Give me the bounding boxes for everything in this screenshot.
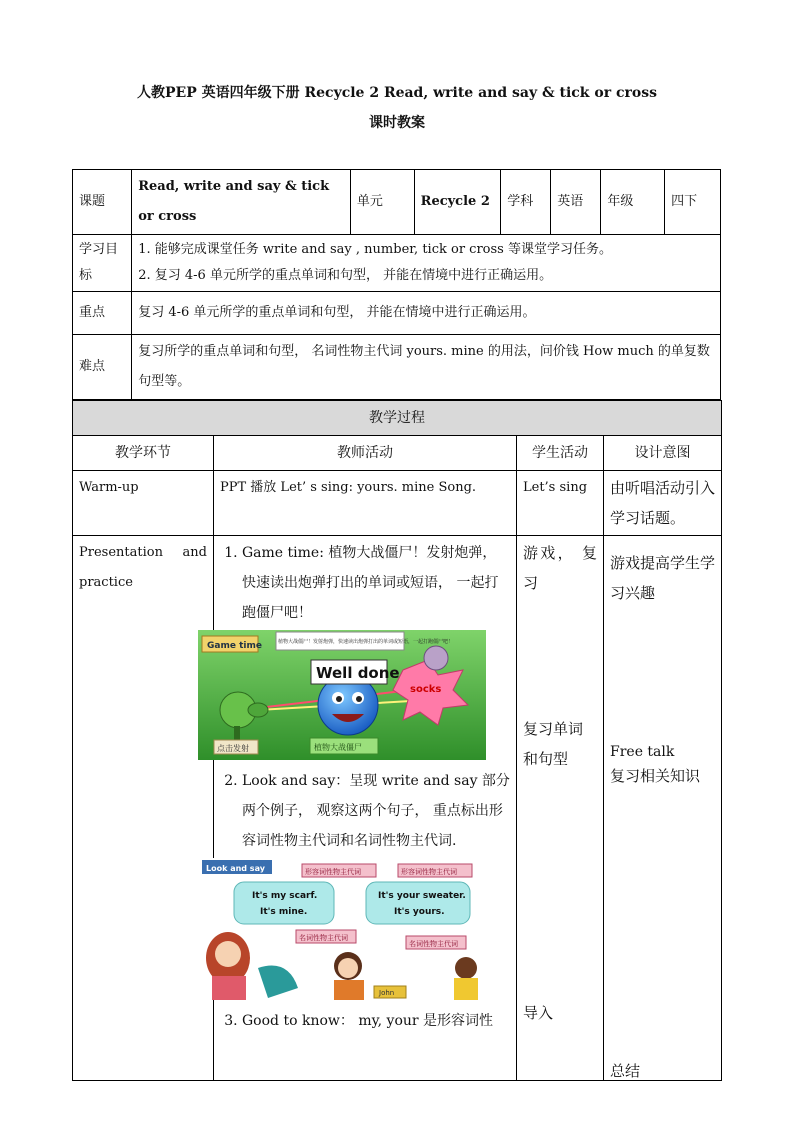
lesson-plan-table [72, 169, 721, 1081]
subject-label: 学科 [501, 170, 551, 235]
design-intent-game: 游戏提高学生学习兴趣 [610, 554, 716, 602]
bubble-1-line-1: It's my scarf. [252, 891, 318, 901]
unit-label: 单元 [350, 170, 414, 235]
process-title: 教学过程 [73, 401, 722, 436]
process-table [72, 400, 722, 1081]
topic-value: Read, write and say & tick or cross [132, 170, 351, 235]
key-label: 重点 [73, 292, 132, 335]
design-intent-review: 复习相关知识 [610, 767, 701, 785]
shoot-button-text: 点击发射 [217, 744, 249, 753]
look-and-say-image [198, 858, 486, 1000]
name-tag-text: John [379, 989, 395, 997]
warmup-teacher: PPT 播放 Let’ s sing: yours. mine Song. [214, 471, 517, 536]
game-name-text: 植物大战僵尸 [314, 743, 362, 752]
goals-label: 学习目标 [73, 235, 132, 292]
label-adj-2-text: 形容词性物主代词 [401, 868, 457, 876]
label-noun-2-text: 名词性物主代词 [409, 940, 458, 948]
instruction-bubble-text: 植物大战僵尸！发射炮弹，快速读出炮弹打出的单词或短语，一起打跑僵尸吧！ [278, 639, 454, 645]
grade-label: 年级 [601, 170, 665, 235]
difficulty-label: 难点 [73, 335, 132, 400]
activity-item-2: 2. Look and say：呈现 write and say 部分两个例子， 观察这两个句子， 重点标出形容词性物主代词和名词性物主代词. [242, 766, 510, 856]
document-title: 人教PEP 英语四年级下册 Recycle 2 Read, write and say & tick or cross [137, 85, 657, 101]
warmup-design: 由听唱活动引入学习话题。 [604, 471, 722, 536]
subject-value: 英语 [551, 170, 601, 235]
design-intent-summary: 总结 [610, 1062, 641, 1080]
warmup-stage: Warm-up [73, 471, 214, 536]
topic-label: 课题 [73, 170, 132, 235]
word-socks: socks [410, 684, 442, 695]
game-time-tag-text: Game time [207, 641, 262, 651]
header-table [72, 169, 721, 400]
well-done-text: Well done [316, 664, 400, 682]
boy-avatar-icon [455, 957, 477, 979]
stage-practice: practice [79, 575, 133, 590]
key-value: 复习 4-6 单元所学的重点单词和句型， 并能在情境中进行正确运用。 [132, 292, 721, 335]
unit-value: Recycle 2 [414, 170, 501, 235]
bubble-2-line-2: It's yours. [394, 907, 445, 917]
activity-item-1: 1. Game time: 植物大战僵尸！发射炮弹，快速读出炮弹打出的单词或短语， 一起打跑僵尸吧！ [242, 538, 510, 628]
stage-presentation: Presentation [79, 545, 163, 560]
speech-bubble-2 [366, 882, 470, 924]
bubble-2-line-1: It's your sweater. [378, 891, 466, 901]
goal-item: 1. 能够完成课堂任务 write and say , number, tick or cross 等课堂学习任务。 [138, 242, 612, 257]
student-activity-review: 复习单词和句型 [523, 720, 584, 768]
col-stage: 教学环节 [73, 436, 214, 471]
difficulty-value: 复习所学的重点单词和句型， 名词性物主代词 yours. mine 的用法，问价钱 How much 的单复数句型等。 [132, 335, 721, 400]
student-activity-intro: 导入 [523, 1004, 554, 1022]
label-noun-1-text: 名词性物主代词 [299, 934, 348, 942]
student-activity-game: 游戏， 复习 [523, 544, 597, 592]
bubble-1-line-2-visible: It's mine. [260, 907, 308, 917]
speech-bubble-1 [234, 882, 334, 924]
game-time-image [198, 630, 486, 760]
goal-item: 2. 复习 4-6 单元所学的重点单词和句型， 并能在情境中进行正确运用。 [138, 268, 553, 283]
col-teacher: 教师活动 [214, 436, 517, 471]
look-and-say-tag-text: Look and say [206, 864, 265, 873]
stage-and: and [182, 545, 207, 560]
col-student: 学生活动 [517, 436, 604, 471]
label-adj-1-text: 形容词性物主代词 [305, 868, 361, 876]
design-intent-free-talk: Free talk [610, 744, 675, 760]
col-design: 设计意图 [604, 436, 722, 471]
activity-item-3: 3. Good to know： my, your 是形容词性 [242, 1006, 510, 1036]
grade-value: 四下 [665, 170, 721, 235]
warmup-student: Let’s sing [517, 471, 604, 536]
document-subtitle: 课时教案 [369, 115, 425, 131]
